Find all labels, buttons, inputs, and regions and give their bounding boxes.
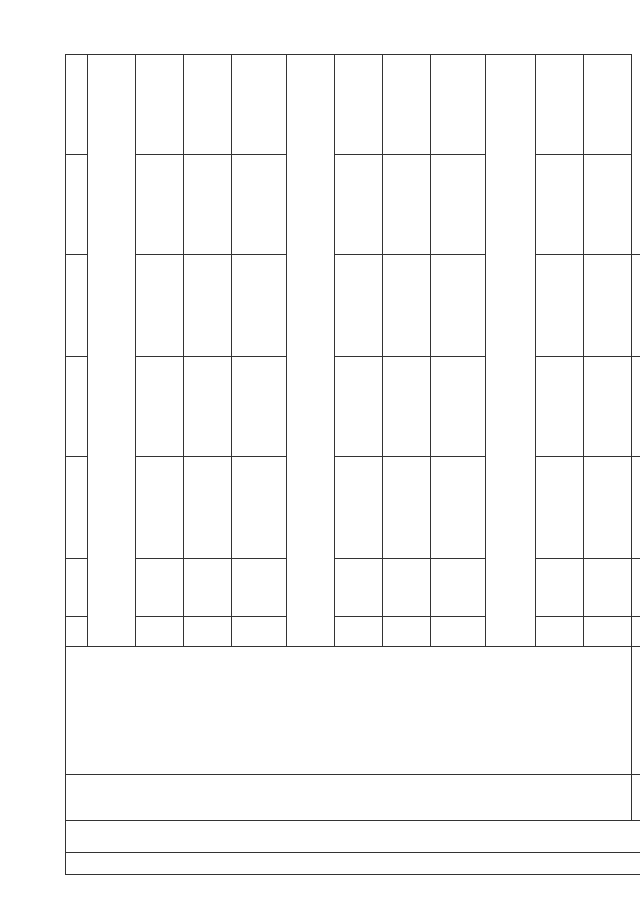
characteristic-cell: [536, 457, 584, 559]
okei-code-cell: [584, 617, 632, 647]
requirements-table: [65, 54, 640, 875]
value-cell: [431, 357, 486, 457]
characteristic-cell: [232, 457, 287, 559]
value-cell: [632, 357, 640, 457]
okei-code-cell: [431, 617, 486, 647]
okei-code-cell: [335, 617, 383, 647]
value-cell: [335, 357, 383, 457]
okpd-code-cell: [66, 821, 640, 853]
value-cell: [383, 357, 431, 457]
characteristic-cell: [383, 457, 431, 559]
unit-name-cell: [335, 559, 383, 617]
unit-name-cell: [184, 559, 232, 617]
category-heading: [287, 55, 335, 647]
characteristic-cell: [66, 255, 88, 357]
empty-cell: [335, 55, 383, 155]
empty-cell: [536, 55, 584, 155]
okei-code-cell: [632, 775, 640, 821]
category-heading: [486, 55, 536, 647]
empty-cell: [184, 55, 232, 155]
empty-cell: [136, 55, 184, 155]
empty-cell: [383, 55, 431, 155]
characteristic-cell: [136, 457, 184, 559]
value-cell: [136, 357, 184, 457]
value-cell: [536, 155, 584, 255]
row-number-cell: [66, 853, 640, 875]
unit-name-cell: [383, 559, 431, 617]
table-row: [632, 55, 640, 875]
value-cell: [184, 155, 232, 255]
characteristic-cell: [536, 255, 584, 357]
value-cell: [632, 559, 640, 617]
characteristic-cell: [335, 457, 383, 559]
value-cell: [136, 155, 184, 255]
value-cell: [66, 357, 88, 457]
unit-name-cell: [136, 559, 184, 617]
value-cell: [584, 155, 632, 255]
value-cell: [232, 357, 287, 457]
characteristic-cell: [184, 255, 232, 357]
value-cell: [66, 155, 88, 255]
okei-code-cell: [383, 617, 431, 647]
characteristic-cell: [632, 617, 640, 647]
empty-cell: [66, 55, 88, 155]
characteristic-cell: [184, 457, 232, 559]
empty-cell: [632, 255, 640, 357]
value-cell: [232, 155, 287, 255]
empty-cell: [431, 55, 486, 155]
value-cell: [383, 155, 431, 255]
description-cell: [66, 647, 632, 775]
unit-name-cell: [431, 559, 486, 617]
characteristic-cell: [584, 457, 632, 559]
unit-name-cell: [66, 559, 88, 617]
characteristic-cell: [431, 457, 486, 559]
okei-code-cell: [536, 617, 584, 647]
empty-cell: [232, 55, 287, 155]
characteristic-cell: [431, 255, 486, 357]
okei-code-cell: [66, 617, 88, 647]
characteristic-cell: [584, 255, 632, 357]
characteristic-cell: [66, 457, 88, 559]
unit-name-cell: [536, 559, 584, 617]
characteristic-cell: [335, 255, 383, 357]
empty-cell: [584, 55, 632, 155]
okei-code-cell: [184, 617, 232, 647]
value-cell: [584, 357, 632, 457]
characteristic-cell: [232, 255, 287, 357]
characteristic-cell: [632, 457, 640, 559]
value-cell: [536, 357, 584, 457]
value-cell: [335, 155, 383, 255]
rotated-table-container: [65, 55, 575, 875]
characteristic-cell: [136, 255, 184, 357]
value-cell: [431, 155, 486, 255]
unit-name-cell: [232, 559, 287, 617]
value-cell: [184, 357, 232, 457]
table-row: [66, 55, 88, 875]
empty-cell: [66, 775, 632, 821]
unit-name-cell: [632, 647, 640, 775]
unit-name-cell: [584, 559, 632, 617]
characteristic-cell: [383, 255, 431, 357]
okei-code-cell: [136, 617, 184, 647]
okei-code-cell: [232, 617, 287, 647]
category-heading: [88, 55, 136, 647]
